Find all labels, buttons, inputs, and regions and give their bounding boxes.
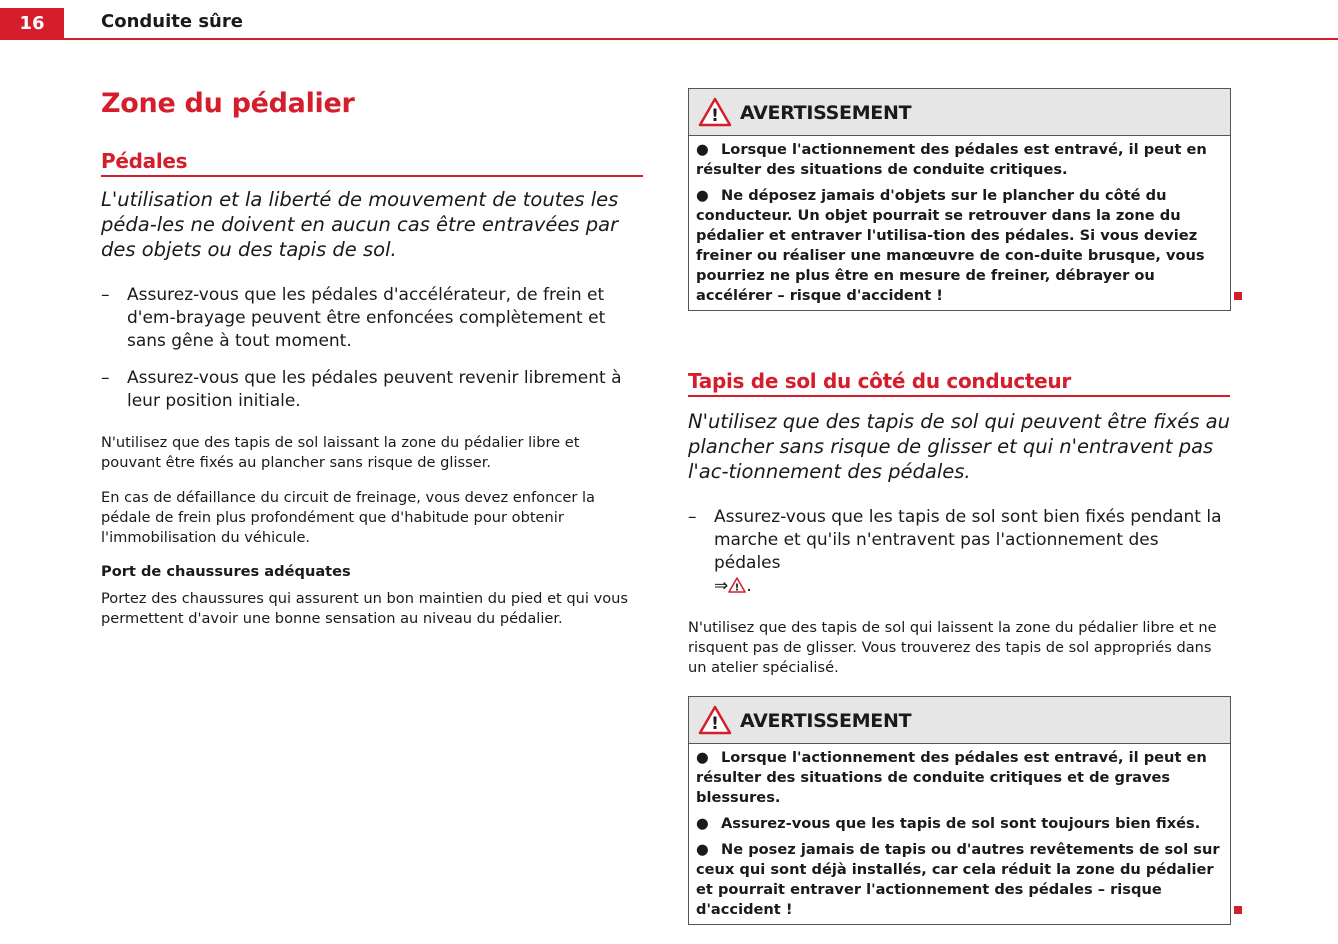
reference-arrow[interactable]: ⇒: [714, 576, 729, 596]
paragraph-chaussures: Portez des chaussures qui assurent un bon maintien du pied et qui vous permettent d'avoir une bonne sensation au niveau du pédalier.: [101, 590, 629, 627]
subheading-chaussures: Port de chaussures adéquates: [101, 563, 351, 580]
warning-header: [689, 697, 1230, 744]
page-number: 16: [0, 8, 64, 40]
list-item: – Assurez-vous que les pédales peuvent revenir librement à leur position initiale.: [101, 368, 622, 411]
chapter-title: Conduite sûre: [101, 11, 243, 32]
pedales-dash-list: [101, 284, 643, 413]
warning-triangle-icon[interactable]: [728, 577, 746, 593]
warning-item: ● Ne déposez jamais d'objets sur le plancher du côté du conducteur. Un objet pourrait se retrouver dans la zone du pédalier et entraver l'utilisa-tion des pédales. Si vous deviez freiner ou réaliser une manœuvre de con-duite brusque, vous pourriez ne plus être en mesure de freiner, débrayer ou accélérer – risque d'accident !: [696, 187, 1205, 304]
warning-title: AVERTISSEMENT: [740, 102, 912, 124]
right-column: [688, 88, 1230, 925]
tapis-dash-list: [688, 506, 1230, 598]
page-header: [0, 0, 1338, 40]
warning-body: [689, 744, 1230, 924]
page-title: Zone du pédalier: [101, 88, 355, 119]
section-title-pedales: Pédales: [101, 149, 643, 177]
svg-text:!: !: [711, 106, 719, 126]
intro-tapis: N'utilisez que des tapis de sol qui peuvent être fixés au plancher sans risque de glisser et qui n'entravent pas l'ac-tionnement des pédales.: [688, 410, 1230, 483]
paragraph-tapis: N'utilisez que des tapis de sol laissant la zone du pédalier libre et pouvant être fixés au plancher sans risque de glisser.: [101, 434, 580, 471]
end-square-icon: [1234, 292, 1242, 300]
warning-box-1: [688, 88, 1231, 311]
warning-triangle-icon: [698, 97, 732, 127]
list-item: – Assurez-vous que les pédales d'accélérateur, de frein et d'em-brayage peuvent être enfoncées complètement et sans gêne à tout moment.: [101, 285, 606, 351]
warning-item: ● Ne posez jamais de tapis ou d'autres revêtements de sol sur ceux qui sont déjà installés, car cela réduit la zone du pédalier et pourrait entraver l'actionnement des pédales – risque d'accident !: [696, 841, 1220, 918]
warning-triangle-icon: [698, 705, 732, 735]
warning-item: ● Lorsque l'actionnement des pédales est entravé, il peut en résulter des situations de conduite critiques.: [696, 141, 1207, 178]
warning-item: ● Lorsque l'actionnement des pédales est entravé, il peut en résulter des situations de conduite critiques et de graves blessures.: [696, 749, 1207, 806]
paragraph-freinage: En cas de défaillance du circuit de freinage, vous devez enfoncer la pédale de frein plus profondément que d'habitude pour obtenir l'immobilisation du véhicule.: [101, 489, 595, 546]
warning-header: [689, 89, 1230, 136]
section-title-tapis: Tapis de sol du côté du conducteur: [688, 369, 1230, 397]
header-rule: [64, 38, 1338, 40]
svg-text:!: !: [734, 582, 740, 593]
svg-text:!: !: [711, 714, 719, 734]
warning-item: ● Assurez-vous que les tapis de sol sont toujours bien fixés.: [696, 815, 1201, 832]
warning-body: [689, 136, 1230, 310]
warning-box-2: [688, 696, 1231, 925]
left-column: [101, 88, 643, 629]
warning-title: AVERTISSEMENT: [740, 710, 912, 732]
list-item: – Assurez-vous que les tapis de sol sont bien fixés pendant la marche et qu'ils n'entravent pas l'actionnement des pédales ⇒ ! .: [688, 507, 1222, 596]
paragraph-tapis-atelier: N'utilisez que des tapis de sol qui laissent la zone du pédalier libre et ne risquent pas de glisser. Vous trouverez des tapis de sol appropriés dans un atelier spécialisé.: [688, 619, 1217, 676]
end-square-icon: [1234, 906, 1242, 914]
intro-pedales: L'utilisation et la liberté de mouvement de toutes les péda-les ne doivent en aucun cas être entravées par des objets ou des tapis de sol.: [101, 188, 619, 261]
